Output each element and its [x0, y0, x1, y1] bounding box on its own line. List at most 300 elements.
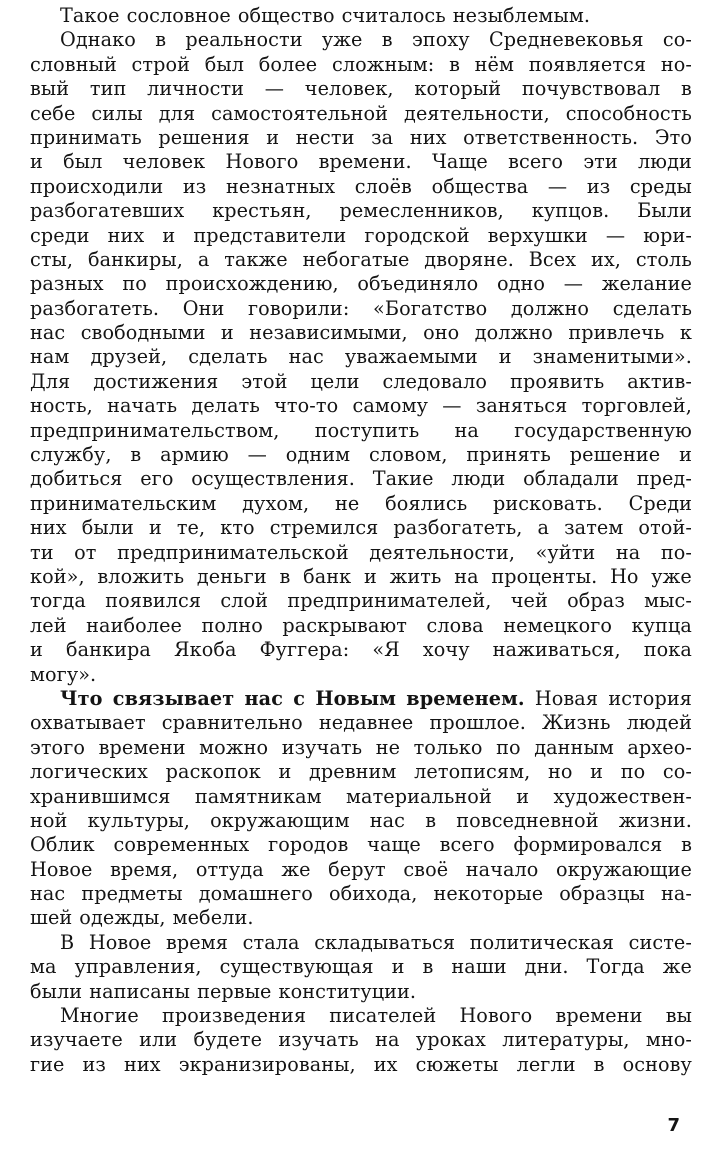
word: раскрывают [282, 613, 407, 637]
word: гие [30, 1052, 65, 1076]
word: затем [564, 516, 624, 540]
word: одним [285, 443, 351, 467]
word: ность, [30, 394, 93, 418]
word: деятельности, [404, 101, 550, 125]
text-line [30, 516, 692, 540]
word: боялись [385, 491, 468, 515]
word: одно [496, 272, 546, 296]
word: них [409, 125, 447, 149]
word: шей [30, 906, 73, 930]
word: ремесленников, [339, 199, 504, 223]
word: был [204, 52, 245, 76]
word: общества [431, 174, 529, 198]
word: окружающие [556, 857, 692, 881]
word: торговлей, [581, 394, 692, 418]
word: Новая [534, 686, 599, 710]
word: юри- [643, 223, 692, 247]
word: решения [158, 125, 250, 149]
word: них [124, 1052, 161, 1076]
word: в [593, 1052, 605, 1076]
word: — [605, 223, 626, 247]
word: слова [426, 613, 484, 637]
word: нас [244, 686, 283, 710]
word: с [293, 686, 306, 710]
word: реальности [185, 28, 303, 52]
word: человек [122, 150, 206, 174]
text-line [30, 126, 692, 150]
text-line [30, 175, 692, 199]
word: сложным: [331, 52, 435, 76]
text-line [30, 102, 692, 126]
word: но- [660, 52, 692, 76]
word: слоёв [354, 174, 412, 198]
word: верхушки [487, 223, 588, 247]
word: — [547, 174, 568, 198]
word: нас [369, 808, 406, 832]
page-number: 7 [667, 1115, 680, 1136]
word: Новым [315, 686, 397, 710]
word: их, [591, 247, 622, 271]
word: этой [241, 369, 288, 393]
word: дворяне. [424, 247, 514, 271]
word: те, [176, 516, 206, 540]
word: незыблемым. [452, 4, 591, 27]
word: Нового [225, 150, 299, 174]
word: незнатных [225, 174, 336, 198]
word: Средневековья [488, 28, 644, 52]
word: поступить [314, 418, 420, 442]
word: пред- [636, 467, 692, 491]
word: и [679, 443, 692, 467]
body-text [30, 4, 692, 1077]
word: складываться [314, 930, 456, 954]
word: в [422, 955, 434, 979]
word: повседневной [456, 808, 599, 832]
word: достижения [93, 369, 219, 393]
text-line [30, 760, 692, 784]
word: способность [565, 101, 692, 125]
text-line [30, 882, 692, 906]
word: В [60, 930, 75, 954]
word: для [158, 101, 196, 125]
word: некоторые [433, 882, 544, 906]
word: но [547, 760, 573, 784]
word: слой [220, 589, 269, 613]
text-line [30, 1053, 692, 1077]
word: Чаще [431, 150, 488, 174]
word: Это [654, 125, 692, 149]
word: на- [660, 882, 692, 906]
word: «Богатство [373, 296, 488, 320]
word: решение [569, 443, 661, 467]
word: современных [113, 833, 250, 857]
word: тогда [30, 589, 86, 613]
word: Якоба [174, 638, 237, 662]
word: духом, [242, 491, 310, 515]
word: купцов. [531, 199, 610, 223]
word: — [442, 394, 462, 418]
word: армию [160, 443, 229, 467]
word: самостоятельной [211, 101, 389, 125]
word: нести [295, 125, 355, 149]
word: начало [465, 857, 539, 881]
word: начать [107, 394, 178, 418]
word: кой», [30, 564, 85, 588]
word: тип [89, 77, 127, 101]
word: в [381, 28, 393, 52]
text-line [30, 980, 692, 1004]
word: жить [389, 564, 442, 588]
word: Для [30, 369, 71, 393]
word: купца [631, 613, 692, 637]
word: со- [662, 760, 692, 784]
word: деятельности, [369, 540, 516, 564]
word: хранившимся [30, 784, 171, 808]
word: управления, [74, 955, 202, 979]
word: «Я [372, 638, 400, 662]
word: и [220, 321, 234, 345]
word: их [373, 1052, 398, 1076]
word: государственную [514, 418, 692, 442]
word: — [563, 272, 584, 296]
text-line [30, 53, 692, 77]
word: всего [508, 150, 564, 174]
word: вый [30, 77, 70, 101]
word: Но [610, 564, 639, 588]
word: банкира [65, 638, 151, 662]
word: Фуггера: [259, 638, 350, 662]
word: сделать [612, 296, 692, 320]
word: делать [191, 394, 260, 418]
word: и [498, 345, 512, 369]
word: чей [510, 589, 548, 613]
word: не [335, 491, 360, 515]
word: писателей [329, 1004, 437, 1028]
text-line [30, 28, 692, 52]
word: и [266, 125, 280, 149]
text-line [30, 1028, 692, 1052]
word: в [681, 833, 692, 857]
word: основу [622, 1052, 692, 1076]
word: времени. [318, 150, 412, 174]
word: осуществления. [191, 467, 355, 491]
word: пока [643, 638, 692, 662]
word: люди [451, 467, 506, 491]
word: ти [30, 540, 54, 564]
word: ной [30, 808, 68, 832]
word: вы [665, 1004, 692, 1028]
word: среди [30, 223, 90, 247]
word: его [140, 467, 174, 491]
word: кто [220, 516, 255, 540]
word: нём [474, 52, 515, 76]
word: «уйти [535, 540, 596, 564]
word: будете [193, 1028, 263, 1052]
word: стала [242, 930, 300, 954]
word: в [425, 808, 437, 832]
word: более [258, 52, 318, 76]
word: сделать [188, 345, 268, 369]
word: Нового [459, 1004, 533, 1028]
text-line [30, 199, 692, 223]
word: нас [30, 882, 66, 906]
word: отой- [638, 516, 692, 540]
word: знаменитыми». [532, 345, 692, 369]
word: в [155, 28, 167, 52]
word: обихода, [329, 882, 418, 906]
word: предпринимательством, [30, 418, 280, 442]
word: разбогатеть, [393, 516, 523, 540]
word: Новое [30, 857, 93, 881]
word: эти [583, 150, 618, 174]
word: Новое [88, 930, 152, 954]
word: сравнительно [161, 711, 303, 735]
word: первые [197, 979, 272, 1003]
word: вложить [97, 564, 185, 588]
text-line [30, 809, 692, 833]
word: художествен- [553, 784, 692, 808]
word: Всех [528, 247, 577, 271]
text-line [30, 272, 692, 296]
word: недавнее [318, 711, 414, 735]
word: был [63, 150, 103, 174]
word: самому [352, 394, 428, 418]
word: лей [30, 613, 67, 637]
text-line [30, 589, 692, 613]
word: должно [510, 296, 590, 320]
word: были [81, 516, 134, 540]
word: своё [403, 857, 449, 881]
word: предпринимательской [117, 540, 349, 564]
word: домашнего [198, 882, 313, 906]
text-line [30, 321, 692, 345]
word: ответственность. [463, 125, 639, 149]
word: легли [516, 1052, 576, 1076]
word: на [375, 1028, 400, 1052]
word: чаще [367, 833, 421, 857]
word: и [516, 784, 530, 808]
word: следовало [382, 369, 488, 393]
word: банкиры, [87, 247, 183, 271]
word: временем. [406, 686, 525, 710]
word: по [122, 272, 147, 296]
word: и [363, 564, 377, 588]
text-line [30, 77, 692, 101]
word: друзей, [90, 345, 168, 369]
word: и [162, 223, 176, 247]
word: человек, [304, 77, 394, 101]
word: принимать [30, 125, 142, 149]
word: жизни. [618, 808, 692, 832]
text-line [30, 297, 692, 321]
text-line [30, 419, 692, 443]
word: от [74, 540, 97, 564]
word: связывает [112, 686, 235, 710]
word: крестьян, [212, 199, 312, 223]
word: сюжеты [415, 1052, 499, 1076]
word: время [166, 930, 228, 954]
word: также [224, 247, 288, 271]
word: объединяло [357, 272, 479, 296]
word: появляется [528, 52, 647, 76]
word: независимыми, [249, 321, 408, 345]
word: Они [182, 296, 225, 320]
word: Среди [628, 491, 692, 515]
word: образ [567, 589, 625, 613]
word: экранизированы, [178, 1052, 356, 1076]
word: нас [30, 321, 66, 345]
word: Облик [30, 833, 95, 857]
word: сословное [126, 4, 231, 27]
word: и [278, 760, 292, 784]
word: стремился [269, 516, 379, 540]
word: только [413, 735, 483, 759]
word: архео- [627, 735, 692, 759]
word: разных [30, 272, 104, 296]
word: из [586, 174, 611, 198]
word: прошлое. [429, 711, 526, 735]
text-line [30, 224, 692, 248]
text-line [30, 736, 692, 760]
word: древним [309, 760, 397, 784]
word: проценты. [491, 564, 598, 588]
text-line [30, 833, 692, 857]
word: памятникам [194, 784, 322, 808]
text-line [30, 955, 692, 979]
word: литературы, [502, 1028, 630, 1052]
word: банк [303, 564, 352, 588]
word: столь [635, 247, 692, 271]
word: что-то [274, 394, 339, 418]
word: желание [601, 272, 692, 296]
word: сты, [30, 247, 74, 271]
word: наиболее [86, 613, 182, 637]
word: из [82, 1052, 106, 1076]
word: этого [30, 735, 86, 759]
text-line [30, 785, 692, 809]
word: словный [30, 52, 117, 76]
word: времени [555, 1004, 643, 1028]
word: не [375, 735, 401, 759]
word: хочу [422, 638, 470, 662]
word: людей [626, 711, 692, 735]
text-line [30, 1004, 692, 1028]
text-line [30, 248, 692, 272]
word: в [130, 443, 142, 467]
word: принимательским [30, 491, 217, 515]
word: одежды, [79, 906, 166, 930]
word: деньги [196, 564, 267, 588]
word: произведения [162, 1004, 307, 1028]
word: городской [364, 223, 470, 247]
word: считалось [341, 4, 446, 27]
word: по [620, 760, 646, 784]
word: на [454, 564, 479, 588]
word: принять [466, 443, 551, 467]
word: существующая [219, 955, 374, 979]
word: Такое [60, 4, 120, 27]
word: в [279, 564, 291, 588]
word: материальной [346, 784, 492, 808]
text-line [30, 858, 692, 882]
text-line [30, 150, 692, 174]
word: среды [629, 174, 692, 198]
word: за [371, 125, 394, 149]
text-line [30, 638, 692, 662]
word: а [537, 516, 550, 540]
word: проявить [510, 369, 605, 393]
word: силы [91, 101, 143, 125]
text-line [30, 711, 692, 735]
word: же [281, 857, 311, 881]
word: уроках [415, 1028, 486, 1052]
word: разбогатевших [30, 199, 185, 223]
text-line [30, 345, 692, 369]
word: предпринимателей, [287, 589, 492, 613]
word: и [391, 955, 405, 979]
text-line [30, 687, 692, 711]
word: ма [30, 955, 57, 979]
word: Что [60, 686, 103, 710]
word: написаны [89, 979, 191, 1003]
word: них [107, 223, 145, 247]
word: наши [451, 955, 507, 979]
word: Тогда [586, 955, 645, 979]
word: рисковать. [493, 491, 603, 515]
word: и [30, 638, 43, 662]
word: Жизнь [542, 711, 611, 735]
word: привлечь [568, 321, 665, 345]
word: берут [328, 857, 386, 881]
word: наживаться, [492, 638, 621, 662]
word: почувствовал [521, 77, 661, 101]
word: на [454, 418, 479, 442]
word: уважаемыми [344, 345, 478, 369]
text-line [30, 467, 692, 491]
word: говорили: [248, 296, 350, 320]
text-line [30, 931, 692, 955]
word: времени [98, 735, 186, 759]
word: политическая [469, 930, 614, 954]
word: обладали [523, 467, 619, 491]
word: всего [439, 833, 495, 857]
word: можно [199, 735, 269, 759]
word: личности [147, 77, 245, 101]
word: же [662, 955, 692, 979]
word: и [148, 516, 162, 540]
text-line [30, 394, 692, 418]
word: могу». [30, 662, 97, 686]
text-line [30, 4, 692, 28]
word: к [679, 321, 692, 345]
word: службу, [30, 443, 112, 467]
text-line [30, 370, 692, 394]
word: — [264, 77, 285, 101]
word: охватывает [30, 711, 146, 735]
word: мно- [645, 1028, 692, 1052]
word: — [247, 443, 267, 467]
word: общество [237, 4, 335, 27]
word: дни. [524, 955, 569, 979]
word: немецкого [503, 613, 613, 637]
word: них [30, 516, 67, 540]
word: представители [193, 223, 347, 247]
word: история [608, 686, 692, 710]
word: систе- [628, 930, 692, 954]
word: уже [321, 28, 363, 52]
word: мыс- [644, 589, 692, 613]
word: оттуда [195, 857, 264, 881]
